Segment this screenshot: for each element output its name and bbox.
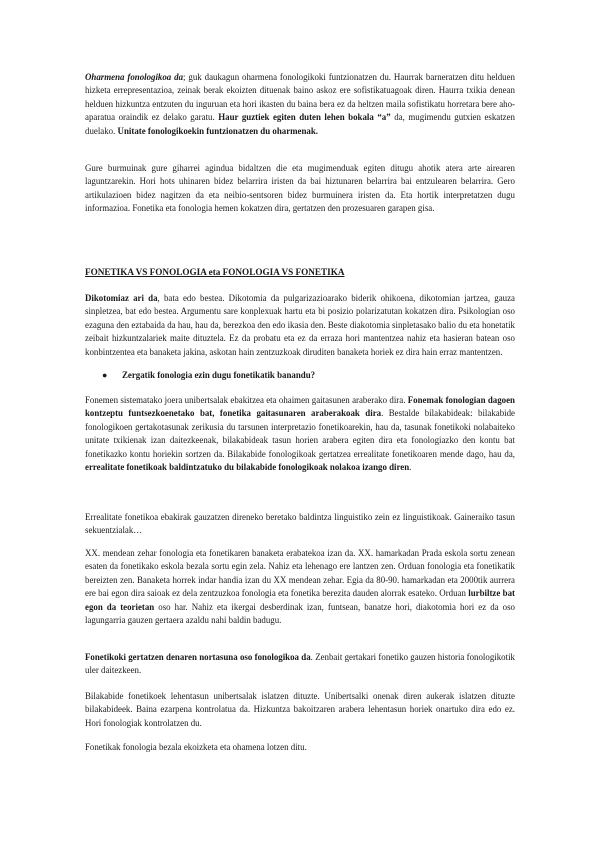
emphasis-lehen-bokala: Haur guztiek egiten duten lehen bokala “a” [218, 112, 391, 123]
emphasis-unitate-fonologikoak: Unitate fonologikoekin funtzionatzen du oharmenak. [117, 125, 318, 136]
bullet-dot-icon: ● [102, 370, 108, 380]
paragraph-text: . Zenbait gertakari fonetiko gauzen historia fonologikotik uler daitezkeen. [85, 652, 515, 676]
emphasis-fonetikoki: Fonetikoki gertatzen denaren nortasuna oso fonologikoa da [85, 652, 311, 662]
paragraph-text: Fonemen sistematako joera unibertsalak ebakitzea eta ohaimen gaitasunen araberako dira. [85, 395, 408, 405]
paragraph-fonetikoki [85, 651, 515, 678]
paragraph-text: XX. mendean zehar fonologia eta fonetikaren banaketa erabatekoa izan da. XX. hamarkadan Prada eskola sortu zenean esaten da fonetikako eskola bezala sortu egin zela. Nahiz eta lehenago ere lantzen zen. Orduan fonologia eta fonetikatik bereizten zen. Banaketa horrek indar handia izan du XX mendean zehar. Egia da 80-90. hamarkadan eta 2000tik aurrera ere bai egon dira saioak ez dela zentzuzkoa fonologia eta fonetika berezita dauden alorrak esateko. Orduan [85, 548, 515, 599]
paragraph-text: ; guk daukagun oharmena fonologikoki funtzionatzen du. Haurrak barneratzen ditu helduen hizketa errepresentazioa, zeinak berak ekoizten dituenak baino askoz ere sofistikatuagoak diren. Haurra txikia denean helduen hizkuntza entzuten du inguruan eta hori ikasten du baina bera ez da heltzen maila sofistikatu horretara bere aho-aparatua oraindik ez delako garatu. [85, 72, 515, 123]
term-dikotomia: Dikotomiaz ari da [85, 293, 158, 303]
emphasis-fonemak: Fonemak fonologian dagoen kontzeptu funtsezkoenetako bat, fonetika gaitasunaren araberakoak dira [85, 395, 515, 419]
paragraph-bilakabide-fonetikoak: Bilakabide fonetikoek lehentasun unibertsalak islatzen dituzte. Unibertsalki onenak diren aukerak islatzen dituzte bilakabideek. Baina ezarpena kontrolatua da. Hizkuntza bakoitzaren arabera lehentasun horiek onartuko dira edo ez. Hori fonologiak kontrolatzen du. [85, 691, 515, 728]
paragraph-burmuina: Gure burmuinak gure giharrei agindua bidaltzen die eta mugimenduak egiten ditugu ahotik atera arte airearen laguntzarekin. Hori hots uhinaren bidez belarrira iristen da bai hiztunaren belarrira bai entzulearen belarrira. Gero artikulazioen bidez nagitzen da eta neibio-sentsoren bidez burmuinera iristen da. Eta hortik interpretatzen dugu informazioa. Fonetika eta fonologia hemen kokatzen dira, gertatzen den prozesuaren garapen gisa. [85, 163, 515, 214]
paragraph-fonemen-sistema [85, 394, 515, 474]
section-heading: FONETIKA VS FONOLOGIA eta FONOLOGIA VS FONETIKA [85, 267, 345, 277]
paragraph-oharmena [85, 71, 515, 138]
paragraph-dikotomia [85, 292, 515, 359]
term-oharmena-fonologikoa: Oharmena fonologikoa da [85, 72, 184, 82]
paragraph-text: , bata edo bestea. Dikotomia da pulgarizazioarako biderik ohikoena, dikotomian jartzea, gauza sinpletzea, bat edo bestea. Argumentu sare konplexuak hartu eta bi posizio polarizatutan kokatzen dira. Psikologian oso ezaguna den eztabaida da hau, hau da, berezkoa den edo ikasia den. Beste diakotomia sinpletasako balio du eta honetatik zeibait hizkuntzalariek maite dituztela. Ez da probatu eta ez da erraza hori mantentzea nahiz eta hasieran batean oso konbintzentea eta banaketa jakina, askotan hain zentzuzkoak diruditen banaketa horiek ez dira hain erraz mantentzen. [85, 293, 515, 357]
paragraph-text: da, mugimendu gutxien eskatzen duelako. [85, 112, 515, 136]
bullet-text: Zergatik fonologia ezin dugu fonetikatik banandu? [122, 370, 316, 380]
paragraph-text: . Bestalde bilakabideak: bilakabide fonologikoen gertakotasunak zerikusia du tarsunen interpretazio fonetikoarekin, hau da, tasunak fonetikoki nolabaiteko unitate txikienak izan daitezkeenak, bilakabideak tasun horien arabera egiten dira eta fonologiazko den kontu bat fonetikazko kontu horiekin sortzen da. Bilakabide fonologikoak gertatzea errealitate fonetikoaren mende dago, hau da, [85, 408, 515, 459]
bullet-question [102, 369, 512, 382]
paragraph-xx-mendea [85, 547, 515, 627]
paragraph-fonetikak-fonologia: Fonetikak fonologia bezala ekoizketa eta ohamena lotzen ditu. [85, 742, 307, 752]
emphasis-lurbiltze: lurbiltze bat egon da teorietan [85, 588, 515, 612]
paragraph-errealitate-fonetikoa: Errealitate fonetikoa ebakirak gauzatzen direneko beretako baldintza linguistiko zein ez linguistikoak. Gaineraiko tasun sekuentzialak… [85, 512, 515, 536]
emphasis-errealitate-fonetikoak: errealitate fonetikoak baldintzatuko du bilakabide fonologikoak nolakoa izango diren [85, 462, 410, 473]
paragraph-text: . [409, 462, 412, 473]
paragraph-text: oso har. Nahiz eta ikergai desberdinak izan, funtsean, banatze hori, diakotomia hori ez da oso lagungarria gauzen gertaera azaldu nahi baldin badugu. [85, 601, 515, 626]
